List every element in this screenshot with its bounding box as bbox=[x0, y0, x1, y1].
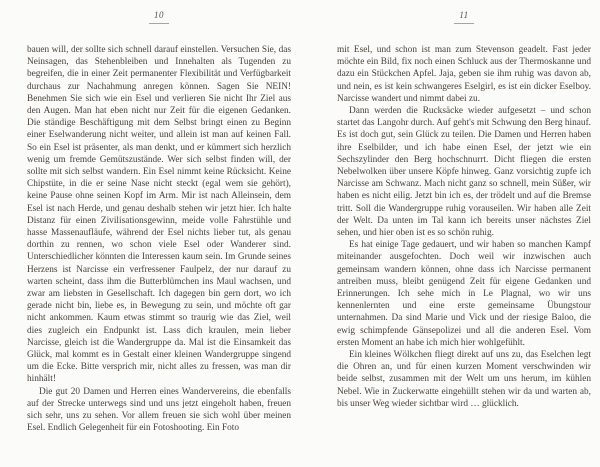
page-left-number-rule bbox=[149, 23, 169, 24]
page-left-body bbox=[27, 44, 291, 435]
page-right-number: 11 bbox=[459, 10, 469, 20]
page-left bbox=[27, 10, 291, 460]
page-right-number-rule bbox=[454, 23, 474, 24]
page-left-number: 10 bbox=[154, 10, 164, 20]
paragraph-continuation: mit Esel, und schon ist man zum Stevenson geadelt. Fast jeder möchte ein Bild, fix noch einen Schluck aus der Thermoskanne und dazu ein Stückchen Apfel. Jaja, geben sie ihm ruhig was davon ab, und nein, es ist kein schwangeres Eselgirl, es ist ein dicker Eselboy. Narcisse wandert und nimmt dabei zu. bbox=[337, 45, 591, 104]
page-right-body bbox=[337, 44, 591, 410]
paragraph: Ein kleines Wölkchen fliegt direkt auf uns zu, das Eselchen legt die Ohren an, und für einen kurzen Moment verschwinden wir beide selbst, zusammen mit der Welt um uns herum, im kühlen Nebel. Wie in Zuckerwatte eingehüllt stehen wir da und warten ab, bis unser Weg wieder sichtbar wird … glücklich. bbox=[337, 350, 591, 409]
page-left-header bbox=[27, 10, 291, 27]
paragraph: Dann werden die Rucksäcke wieder aufgesetzt – und schon startet das Langohr durch. Auf geht's mit Schwung den Berg hinauf. Es ist doch gut, sein Glück zu teilen. Die Damen und Herren haben ihre Eselbilder, und ich habe einen Esel, der jetzt wie ein Sechszylinder den Berg hochschnurrt. Dicht fliegen die ersten Nebelwolken über unsere Köpfe hinweg. Ganz vorsichtig zupfe ich Narcisse am Schwanz. Mach nicht ganz so schnell, mein Süßer, wir haben es nicht eilig. Jetzt bin ich es, der trödelt und auf die Bremse tritt. Soll die Wandergruppe ruhig vorauseilen. Wir haben alle Zeit der Welt. Da unten im Tal kann ich bereits unser nächstes Ziel sehen, und hier oben ist es so schön ruhig. bbox=[337, 106, 591, 239]
paragraph: Es hat einige Tage gedauert, und wir haben so manchen Kampf miteinander ausgefochten. Doch weil wir inzwischen auch gemeinsam wandern können, ohne dass ich Narcisse permanent antreiben muss, bleibt genügend Zeit für eigene Gedanken und Erinnerungen. Ich sehe mich in Le Plagnal, wo wir uns kennenlernten und eine erste gemeinsame Übungstour unternahmen. Da sind Marie und Vick und der riesige Baloo, die ewig schimpfende Gänsepolizei und all die anderen Esel. Vom ersten Moment an habe ich mich hier wohlgefühlt. bbox=[337, 240, 591, 348]
page-right bbox=[337, 10, 591, 460]
paragraph: Die gut 20 Damen und Herren eines Wandervereins, die ebenfalls auf der Strecke unterwegs sind und uns jetzt eingeholt haben, freuen sich sehr, uns zu sehen. Vor allem freuen sie sich wohl über meinen Esel. Endlich Gelegenheit für ein Fotoshooting. Ein Foto bbox=[27, 386, 291, 434]
page-right-header bbox=[337, 10, 591, 27]
paragraph-continuation: bauen will, der sollte sich schnell darauf einstellen. Versuchen Sie, das Neinsagen, das Stehenbleiben und Innehalten als Tugenden zu begreifen, die in einer Zeit permanenter Flexibilität und Verfügbarkeit durchaus zur Nachahmung anregen können. Sagen Sie NEIN! Benehmen Sie sich wie ein Esel und verlieren Sie nicht Ihr Ziel aus den Augen. Man hat eben nicht nur Zeit für die eigenen Gedanken. Die ständige Beschäftigung mit dem Selbst bringt einen zu Beginn einer Eselwanderung nicht weiter, und allein ist man auf keinen Fall. So ein Esel ist präsenter, als man denkt, und er kümmert sich herzlich wenig um fremde Gemütszustände. Wer sich selbst finden will, der sollte mit sich selbst wandern. Ein Esel nimmt keine Rücksicht. Keine Chipstüte, in die er seine Nase nicht steckt (egal wem sie gehört), keine Pause ohne seinen Kopf im Arm. Mir ist nach Alleinsein, dem Esel ist nach Herde, und genau deshalb stehen wir jetzt hier. Ich halte Distanz für einen Zivilisationsgewinn, meide volle Fahrstühle und hasse Massenaufläufe, während der Esel nichts lieber tut, als genau dorthin zu rennen, wo schon viele Esel oder Wanderer sind. Unterschiedlicher könnten die Interessen kaum sein. Im Grunde seines Herzens ist Narcisse ein verfressener Faulpelz, der nur darauf zu warten scheint, dass ihm die Butterblümchen ins Maul wachsen, und zwar am liebsten in Gesellschaft. Ich dagegen bin gern dort, wo ich gerade nicht bin, liebe es, in Bewegung zu sein, und möchte oft gar nicht ankommen. Kaum etwas stimmt so traurig wie das Ziel, weil dies zugleich ein Endpunkt ist. Lass dich kraulen, mein lieber Narcisse, gleich ist die Wandergruppe da. Mal ist die Einsamkeit das Glück, mal kommt es in Gestalt einer kleinen Wandergruppe singend um die Ecke. Bitte versprich mir, nicht alles zu fressen, was man dir hinhält! bbox=[27, 45, 291, 385]
